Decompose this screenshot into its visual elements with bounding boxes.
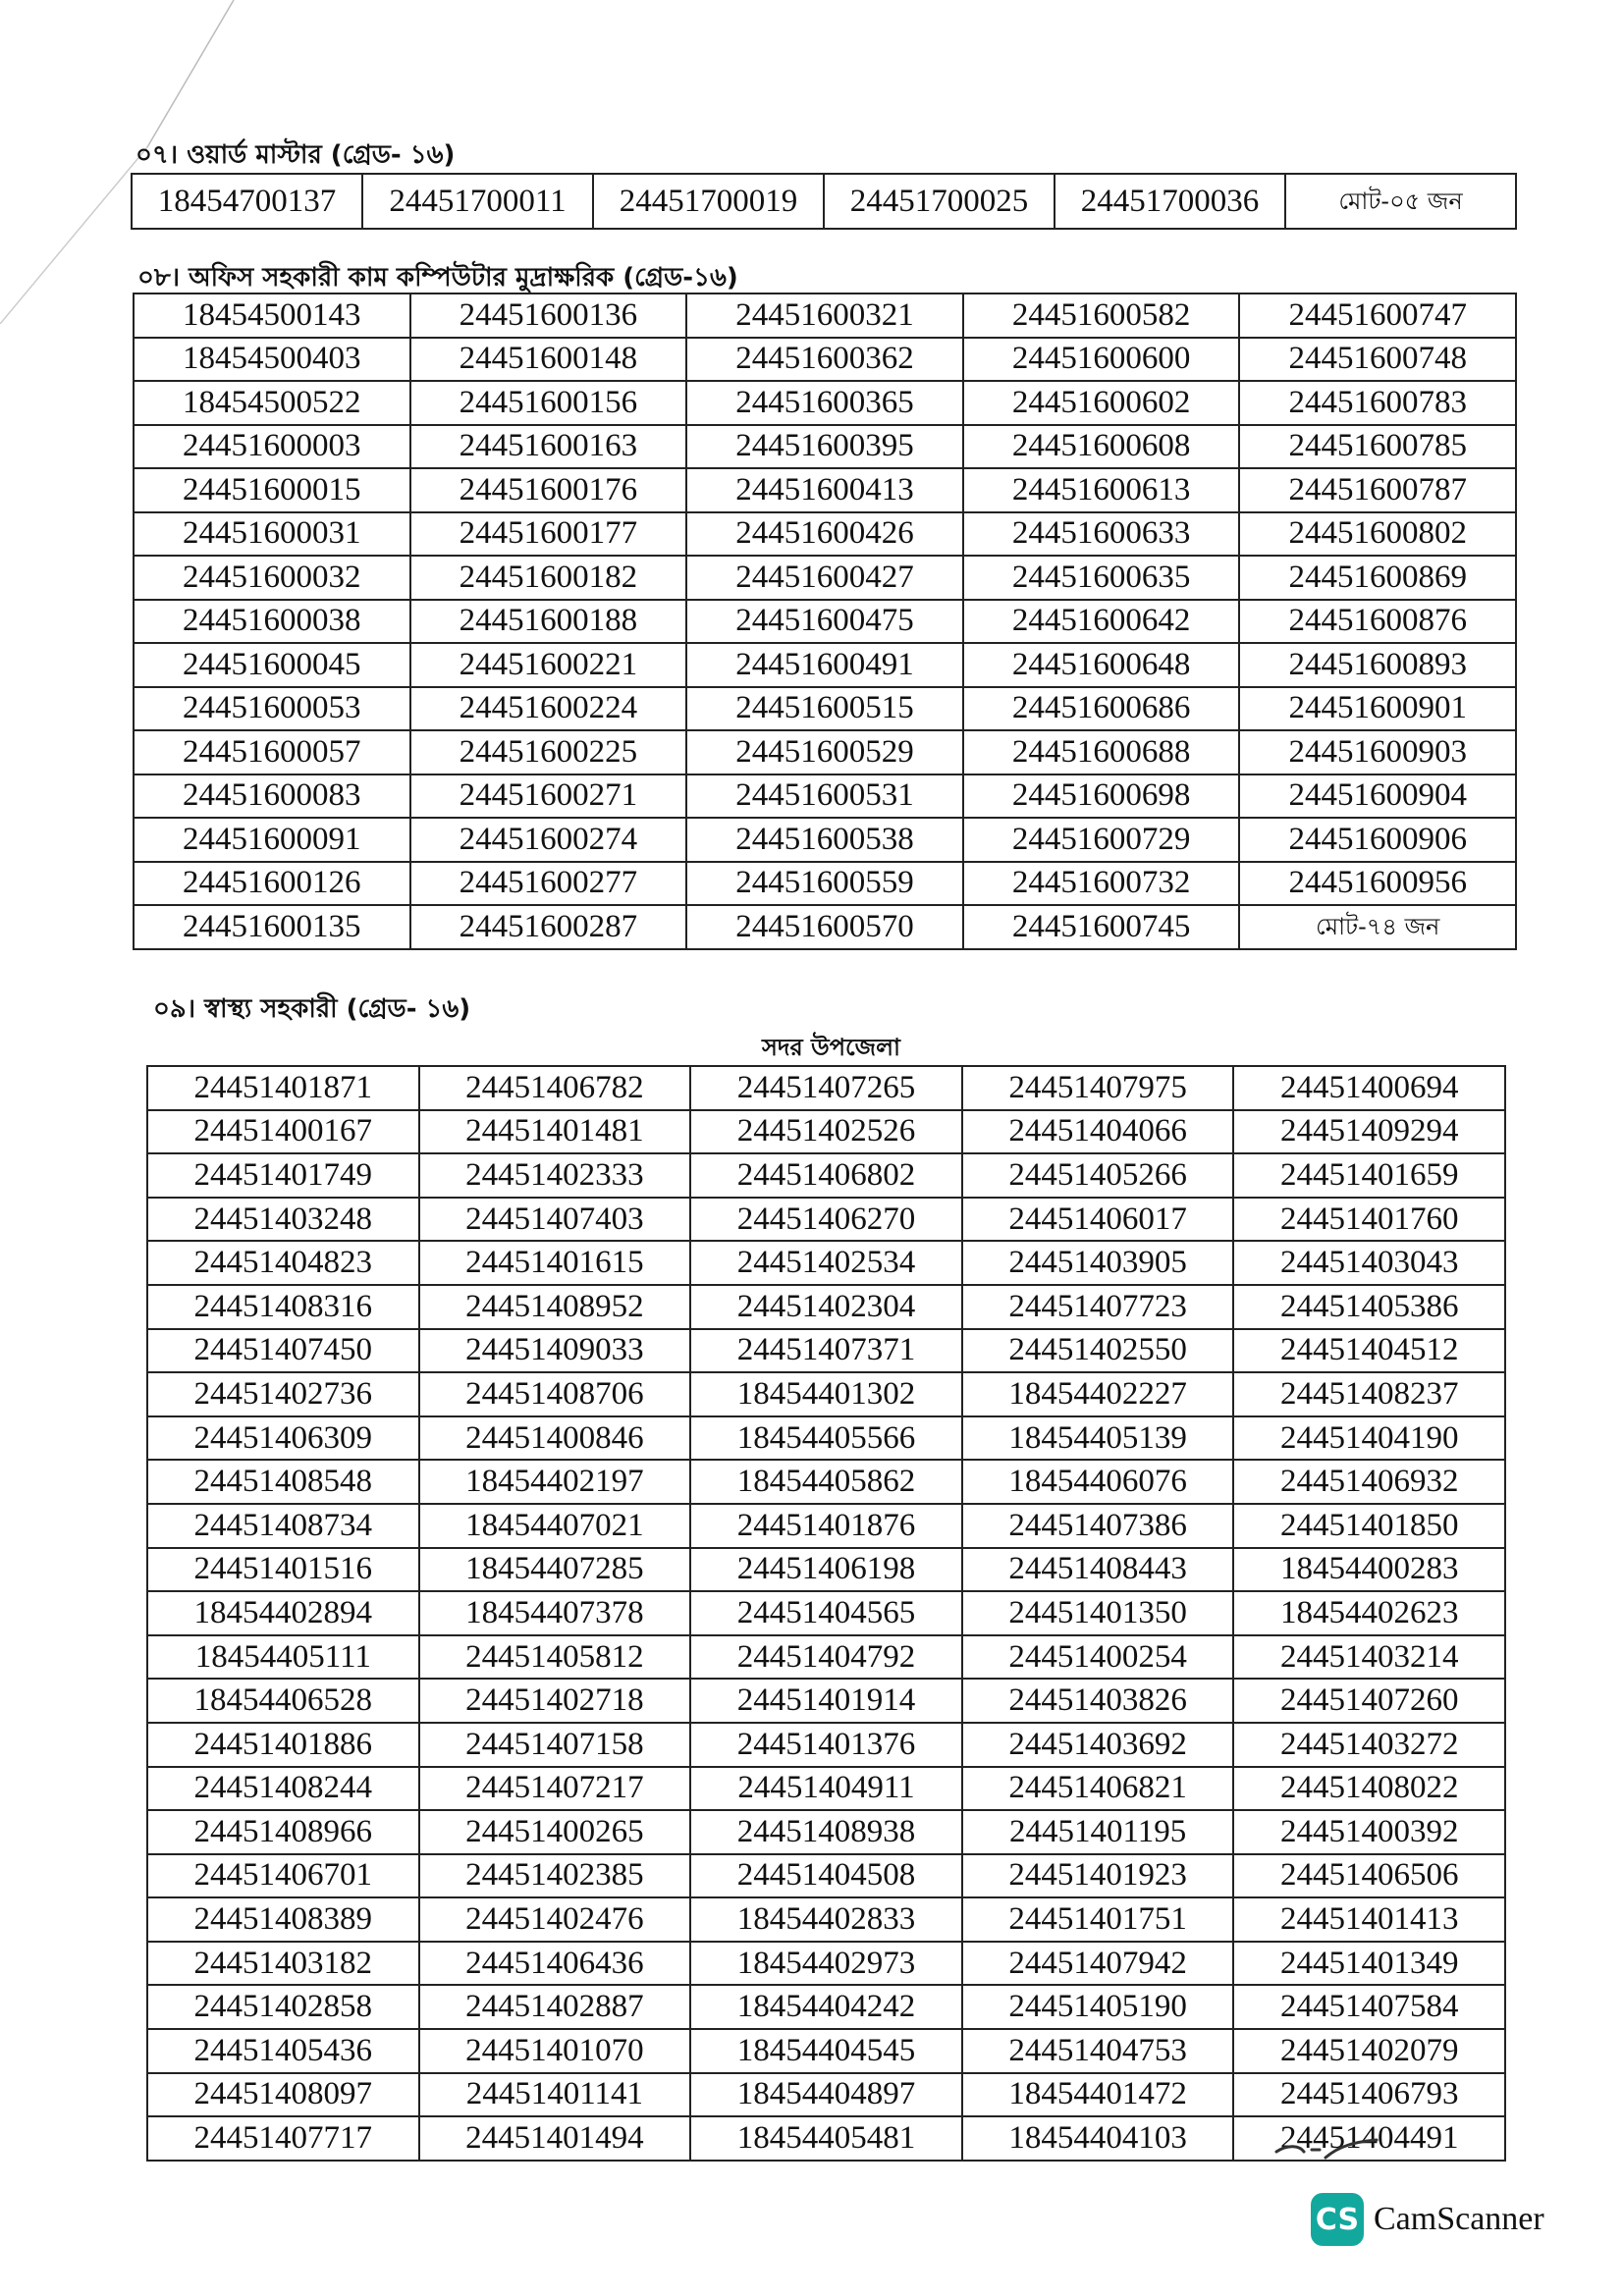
roll-number-cell: 24451401195 — [962, 1810, 1234, 1854]
section-09-row — [147, 1942, 1505, 1986]
roll-number-cell: 18454500403 — [134, 338, 410, 382]
roll-number-cell: 24451401886 — [147, 1723, 419, 1767]
roll-number-cell: 24451408952 — [419, 1285, 691, 1329]
section-09-row — [147, 1723, 1505, 1767]
roll-number-cell: 24451403248 — [147, 1198, 419, 1242]
roll-number-cell: 24451600698 — [963, 774, 1240, 819]
section-08-row — [134, 818, 1516, 862]
roll-number-cell: 24451600748 — [1239, 338, 1516, 382]
roll-number-cell: 24451600136 — [410, 294, 687, 338]
roll-number-cell: 18454407021 — [419, 1504, 691, 1548]
roll-number-cell: 24451402534 — [690, 1241, 962, 1285]
roll-number-cell: 24451408237 — [1233, 1372, 1505, 1416]
roll-number-cell: 24451600787 — [1239, 468, 1516, 512]
roll-number-cell: 18454402227 — [962, 1372, 1234, 1416]
section-09-row — [147, 1591, 1505, 1635]
roll-number-cell: 24451407975 — [962, 1066, 1234, 1110]
roll-number-cell: 18454402623 — [1233, 1591, 1505, 1635]
section-09-row — [147, 1548, 1505, 1592]
roll-number-cell: 24451407260 — [1233, 1679, 1505, 1723]
roll-number-cell: 24451403214 — [1233, 1635, 1505, 1680]
roll-number-cell: 18454500522 — [134, 381, 410, 425]
roll-number-cell: 24451600188 — [410, 600, 687, 644]
section-08-row — [134, 600, 1516, 644]
roll-number-cell: 24451407584 — [1233, 1985, 1505, 2029]
roll-number-cell: 24451600531 — [686, 774, 963, 819]
roll-number-cell: 24451600126 — [134, 862, 410, 906]
roll-number-cell: 24451405812 — [419, 1635, 691, 1680]
roll-number-cell: 24451404823 — [147, 1241, 419, 1285]
roll-number-cell: 24451600182 — [410, 556, 687, 600]
roll-number-cell: 24451700011 — [362, 174, 593, 229]
roll-number-cell: 24451600083 — [134, 774, 410, 819]
roll-number-cell: 18454407378 — [419, 1591, 691, 1635]
roll-number-cell: 24451406506 — [1233, 1854, 1505, 1898]
roll-number-cell: 24451402476 — [419, 1897, 691, 1942]
roll-number-cell: 24451600613 — [963, 468, 1240, 512]
roll-number-cell: 24451402079 — [1233, 2029, 1505, 2073]
section-09-subtitle: সদর উপজেলা — [762, 1034, 900, 1061]
roll-number-cell: 24451600032 — [134, 556, 410, 600]
total-count-cell: মোট-০৫ জন — [1285, 174, 1516, 229]
roll-number-cell: 18454406528 — [147, 1679, 419, 1723]
section-09-row — [147, 1810, 1505, 1854]
roll-number-cell: 24451401349 — [1233, 1942, 1505, 1986]
roll-number-cell: 24451600053 — [134, 687, 410, 731]
roll-number-cell: 18454402197 — [419, 1460, 691, 1504]
roll-number-cell: 24451404911 — [690, 1767, 962, 1811]
roll-number-cell: 24451600633 — [963, 512, 1240, 557]
roll-number-cell: 24451401749 — [147, 1153, 419, 1198]
roll-number-cell: 24451406270 — [690, 1198, 962, 1242]
roll-number-cell: 24451401923 — [962, 1854, 1234, 1898]
section-08-row — [134, 643, 1516, 687]
roll-number-cell: 24451404190 — [1233, 1416, 1505, 1461]
section-09-row — [147, 1504, 1505, 1548]
roll-number-cell: 24451600135 — [134, 905, 410, 949]
roll-number-cell: 24451409294 — [1233, 1110, 1505, 1154]
section-09-row — [147, 1066, 1505, 1110]
roll-number-cell: 24451600287 — [410, 905, 687, 949]
roll-number-cell: 24451401494 — [419, 2116, 691, 2161]
roll-number-cell: 24451405190 — [962, 1985, 1234, 2029]
roll-number-cell: 18454405139 — [962, 1416, 1234, 1461]
roll-number-cell: 18454404103 — [962, 2116, 1234, 2161]
roll-number-cell: 24451408706 — [419, 1372, 691, 1416]
roll-number-cell: 24451600426 — [686, 512, 963, 557]
roll-number-cell: 24451401141 — [419, 2073, 691, 2117]
section-09-title: ০৯। স্বাস্থ্য সহকারী (গ্রেড- ১৬) — [153, 994, 471, 1024]
roll-number-cell: 24451406793 — [1233, 2073, 1505, 2117]
roll-number-cell: 24451407371 — [690, 1329, 962, 1373]
roll-number-cell: 24451406436 — [419, 1942, 691, 1986]
roll-number-cell: 24451404491 — [1233, 2116, 1505, 2161]
roll-number-cell: 18454401472 — [962, 2073, 1234, 2117]
section-09-row — [147, 1416, 1505, 1461]
roll-number-cell: 24451600783 — [1239, 381, 1516, 425]
roll-number-cell: 24451401481 — [419, 1110, 691, 1154]
roll-number-cell: 24451403692 — [962, 1723, 1234, 1767]
roll-number-cell: 24451403043 — [1233, 1241, 1505, 1285]
roll-number-cell: 24451600600 — [963, 338, 1240, 382]
roll-number-cell: 24451403182 — [147, 1942, 419, 1986]
roll-number-cell: 24451600365 — [686, 381, 963, 425]
roll-number-cell: 24451408966 — [147, 1810, 419, 1854]
section-09-row — [147, 1372, 1505, 1416]
section-08-row — [134, 381, 1516, 425]
roll-number-cell: 18454402973 — [690, 1942, 962, 1986]
section-09-row — [147, 1198, 1505, 1242]
roll-number-cell: 24451404508 — [690, 1854, 962, 1898]
camscanner-logo-icon: CS — [1311, 2193, 1364, 2246]
roll-number-cell: 24451401070 — [419, 2029, 691, 2073]
roll-number-cell: 24451402858 — [147, 1985, 419, 2029]
roll-number-cell: 24451600475 — [686, 600, 963, 644]
roll-number-cell: 18454405481 — [690, 2116, 962, 2161]
roll-number-cell: 24451600570 — [686, 905, 963, 949]
roll-number-cell: 24451600515 — [686, 687, 963, 731]
roll-number-cell: 24451600559 — [686, 862, 963, 906]
roll-number-cell: 24451406782 — [419, 1066, 691, 1110]
roll-number-cell: 24451402526 — [690, 1110, 962, 1154]
total-count-cell: মোট-৭৪ জন — [1239, 905, 1516, 949]
roll-number-cell: 24451406198 — [690, 1548, 962, 1592]
roll-number-cell: 24451407450 — [147, 1329, 419, 1373]
roll-number-cell: 24451600163 — [410, 425, 687, 469]
roll-number-cell: 24451600271 — [410, 774, 687, 819]
roll-number-cell: 24451600729 — [963, 818, 1240, 862]
roll-number-cell: 24451600156 — [410, 381, 687, 425]
roll-number-cell: 24451401850 — [1233, 1504, 1505, 1548]
section-08-row — [134, 687, 1516, 731]
roll-number-cell: 24451401376 — [690, 1723, 962, 1767]
roll-number-cell: 24451404066 — [962, 1110, 1234, 1154]
roll-number-cell: 24451401516 — [147, 1548, 419, 1592]
roll-number-cell: 24451406821 — [962, 1767, 1234, 1811]
roll-number-cell: 24451406932 — [1233, 1460, 1505, 1504]
roll-number-cell: 24451401751 — [962, 1897, 1234, 1942]
roll-number-cell: 24451401876 — [690, 1504, 962, 1548]
roll-number-cell: 24451406017 — [962, 1198, 1234, 1242]
section-08-row — [134, 294, 1516, 338]
roll-number-cell: 24451400265 — [419, 1810, 691, 1854]
section-09-row — [147, 2073, 1505, 2117]
roll-number-cell: 24451408097 — [147, 2073, 419, 2117]
roll-number-cell: 24451407403 — [419, 1198, 691, 1242]
roll-number-cell: 24451403826 — [962, 1679, 1234, 1723]
section-09-row — [147, 1679, 1505, 1723]
roll-number-cell: 24451401914 — [690, 1679, 962, 1723]
section-08-title: ০৮। অফিস সহকারী কাম কম্পিউটার মুদ্রাক্ষরিক (গ্রেড-১৬) — [137, 263, 738, 293]
roll-number-cell: 18454405566 — [690, 1416, 962, 1461]
section-09-row — [147, 2029, 1505, 2073]
roll-number-cell: 18454406076 — [962, 1460, 1234, 1504]
roll-number-cell: 24451408443 — [962, 1548, 1234, 1592]
section-08-row — [134, 556, 1516, 600]
section-09-row — [147, 1110, 1505, 1154]
roll-number-cell: 24451600876 — [1239, 600, 1516, 644]
roll-number-cell: 24451600608 — [963, 425, 1240, 469]
roll-number-cell: 24451600491 — [686, 643, 963, 687]
roll-number-cell: 24451600893 — [1239, 643, 1516, 687]
roll-number-cell: 24451600869 — [1239, 556, 1516, 600]
roll-number-cell: 24451400167 — [147, 1110, 419, 1154]
roll-number-cell: 18454404242 — [690, 1985, 962, 2029]
roll-number-cell: 24451600031 — [134, 512, 410, 557]
section-08-row — [134, 862, 1516, 906]
roll-number-cell: 24451600529 — [686, 730, 963, 774]
roll-number-cell: 18454404545 — [690, 2029, 962, 2073]
section-08-row — [134, 425, 1516, 469]
roll-number-cell: 24451600686 — [963, 687, 1240, 731]
roll-number-cell: 24451600224 — [410, 687, 687, 731]
roll-number-cell: 24451401615 — [419, 1241, 691, 1285]
roll-number-cell: 24451600038 — [134, 600, 410, 644]
roll-number-cell: 24451700019 — [593, 174, 824, 229]
roll-number-cell: 24451600321 — [686, 294, 963, 338]
roll-number-cell: 24451406701 — [147, 1854, 419, 1898]
roll-number-cell: 24451405386 — [1233, 1285, 1505, 1329]
roll-number-cell: 18454700137 — [132, 174, 362, 229]
section-08-row — [134, 730, 1516, 774]
roll-number-cell: 24451600903 — [1239, 730, 1516, 774]
roll-number-cell: 24451600732 — [963, 862, 1240, 906]
roll-number-cell: 24451600635 — [963, 556, 1240, 600]
roll-number-cell: 24451600362 — [686, 338, 963, 382]
section-09-row — [147, 1329, 1505, 1373]
roll-number-cell: 24451600274 — [410, 818, 687, 862]
roll-number-cell: 24451401871 — [147, 1066, 419, 1110]
roll-number-cell: 24451406802 — [690, 1153, 962, 1198]
roll-number-cell: 24451402333 — [419, 1153, 691, 1198]
roll-number-cell: 24451404565 — [690, 1591, 962, 1635]
section-09-row — [147, 1153, 1505, 1198]
roll-number-cell: 24451402304 — [690, 1285, 962, 1329]
roll-number-cell: 24451600176 — [410, 468, 687, 512]
camscanner-watermark — [1311, 2193, 1544, 2246]
roll-number-cell: 24451600688 — [963, 730, 1240, 774]
roll-number-cell: 24451401413 — [1233, 1897, 1505, 1942]
section-08-row — [134, 468, 1516, 512]
roll-number-cell: 24451600802 — [1239, 512, 1516, 557]
roll-number-cell: 24451407717 — [147, 2116, 419, 2161]
signature-mark — [1274, 2138, 1382, 2167]
roll-number-cell: 24451400846 — [419, 1416, 691, 1461]
roll-number-cell: 24451404753 — [962, 2029, 1234, 2073]
roll-number-cell: 24451600904 — [1239, 774, 1516, 819]
roll-number-cell: 24451600785 — [1239, 425, 1516, 469]
roll-number-cell: 24451600602 — [963, 381, 1240, 425]
roll-number-cell: 24451600901 — [1239, 687, 1516, 731]
roll-number-cell: 24451700036 — [1055, 174, 1285, 229]
roll-number-cell: 24451407386 — [962, 1504, 1234, 1548]
roll-number-cell: 24451600395 — [686, 425, 963, 469]
roll-number-cell: 24451600221 — [410, 643, 687, 687]
roll-number-cell: 24451405266 — [962, 1153, 1234, 1198]
roll-number-cell: 24451600225 — [410, 730, 687, 774]
section-09-row — [147, 1635, 1505, 1680]
roll-number-cell: 24451600057 — [134, 730, 410, 774]
roll-number-cell: 24451600148 — [410, 338, 687, 382]
roll-number-cell: 24451400392 — [1233, 1810, 1505, 1854]
roll-number-cell: 18454400283 — [1233, 1548, 1505, 1592]
roll-number-cell: 24451600177 — [410, 512, 687, 557]
roll-number-cell: 24451400694 — [1233, 1066, 1505, 1110]
roll-number-cell: 24451600003 — [134, 425, 410, 469]
roll-number-cell: 24451407942 — [962, 1942, 1234, 1986]
roll-number-cell: 24451700025 — [824, 174, 1055, 229]
roll-number-cell: 18454402833 — [690, 1897, 962, 1942]
roll-number-cell: 24451600277 — [410, 862, 687, 906]
section-07-title: ০৭। ওয়ার্ড মাস্টার (গ্রেড- ১৬) — [135, 140, 456, 170]
roll-number-cell: 24451404792 — [690, 1635, 962, 1680]
roll-number-cell: 24451600906 — [1239, 818, 1516, 862]
roll-number-cell: 24451600413 — [686, 468, 963, 512]
roll-number-cell: 24451600648 — [963, 643, 1240, 687]
roll-number-cell: 18454402894 — [147, 1591, 419, 1635]
section-09-row — [147, 1285, 1505, 1329]
roll-number-cell: 24451600956 — [1239, 862, 1516, 906]
roll-number-cell: 24451402718 — [419, 1679, 691, 1723]
section-09-row — [147, 1767, 1505, 1811]
roll-number-cell: 24451403905 — [962, 1241, 1234, 1285]
roll-number-cell: 24451402550 — [962, 1329, 1234, 1373]
section-09-row — [147, 1985, 1505, 2029]
roll-number-cell: 24451402736 — [147, 1372, 419, 1416]
roll-number-cell: 24451405436 — [147, 2029, 419, 2073]
roll-number-cell: 24451407217 — [419, 1767, 691, 1811]
roll-number-cell: 24451600538 — [686, 818, 963, 862]
roll-number-cell: 24451600747 — [1239, 294, 1516, 338]
roll-number-cell: 24451400254 — [962, 1635, 1234, 1680]
roll-number-cell: 24451407158 — [419, 1723, 691, 1767]
roll-number-cell: 24451600427 — [686, 556, 963, 600]
roll-number-cell: 24451408548 — [147, 1460, 419, 1504]
roll-number-cell: 24451401659 — [1233, 1153, 1505, 1198]
section-08-row — [134, 512, 1516, 557]
roll-number-cell: 24451408734 — [147, 1504, 419, 1548]
roll-number-cell: 24451408389 — [147, 1897, 419, 1942]
roll-number-cell: 24451600582 — [963, 294, 1240, 338]
roll-number-cell: 24451402887 — [419, 1985, 691, 2029]
roll-number-cell: 24451401760 — [1233, 1198, 1505, 1242]
roll-number-cell: 18454500143 — [134, 294, 410, 338]
section-09-table — [146, 1065, 1506, 2162]
roll-number-cell: 24451408938 — [690, 1810, 962, 1854]
roll-number-cell: 24451600745 — [963, 905, 1240, 949]
section-09-row — [147, 1897, 1505, 1942]
roll-number-cell: 24451402385 — [419, 1854, 691, 1898]
roll-number-cell: 24451600045 — [134, 643, 410, 687]
roll-number-cell: 24451407723 — [962, 1285, 1234, 1329]
roll-number-cell: 24451409033 — [419, 1329, 691, 1373]
camscanner-label: CamScanner — [1374, 2201, 1544, 2237]
section-08-row — [134, 905, 1516, 949]
roll-number-cell: 18454407285 — [419, 1548, 691, 1592]
roll-number-cell: 24451600091 — [134, 818, 410, 862]
roll-number-cell: 24451403272 — [1233, 1723, 1505, 1767]
section-08-row — [134, 774, 1516, 819]
section-09-row — [147, 1854, 1505, 1898]
roll-number-cell: 24451408316 — [147, 1285, 419, 1329]
roll-number-cell: 24451600015 — [134, 468, 410, 512]
section-09-row — [147, 1241, 1505, 1285]
section-07-table — [131, 173, 1517, 230]
section-08-row — [134, 338, 1516, 382]
roll-number-cell: 24451406309 — [147, 1416, 419, 1461]
roll-number-cell: 24451600642 — [963, 600, 1240, 644]
section-09-row — [147, 1460, 1505, 1504]
roll-number-cell: 24451401350 — [962, 1591, 1234, 1635]
roll-number-cell: 18454405862 — [690, 1460, 962, 1504]
section-07-row — [132, 174, 1516, 229]
roll-number-cell: 18454404897 — [690, 2073, 962, 2117]
roll-number-cell: 24451408022 — [1233, 1767, 1505, 1811]
roll-number-cell: 24451408244 — [147, 1767, 419, 1811]
roll-number-cell: 18454401302 — [690, 1372, 962, 1416]
roll-number-cell: 24451404512 — [1233, 1329, 1505, 1373]
roll-number-cell: 24451407265 — [690, 1066, 962, 1110]
section-08-table — [133, 293, 1517, 950]
roll-number-cell: 18454405111 — [147, 1635, 419, 1680]
